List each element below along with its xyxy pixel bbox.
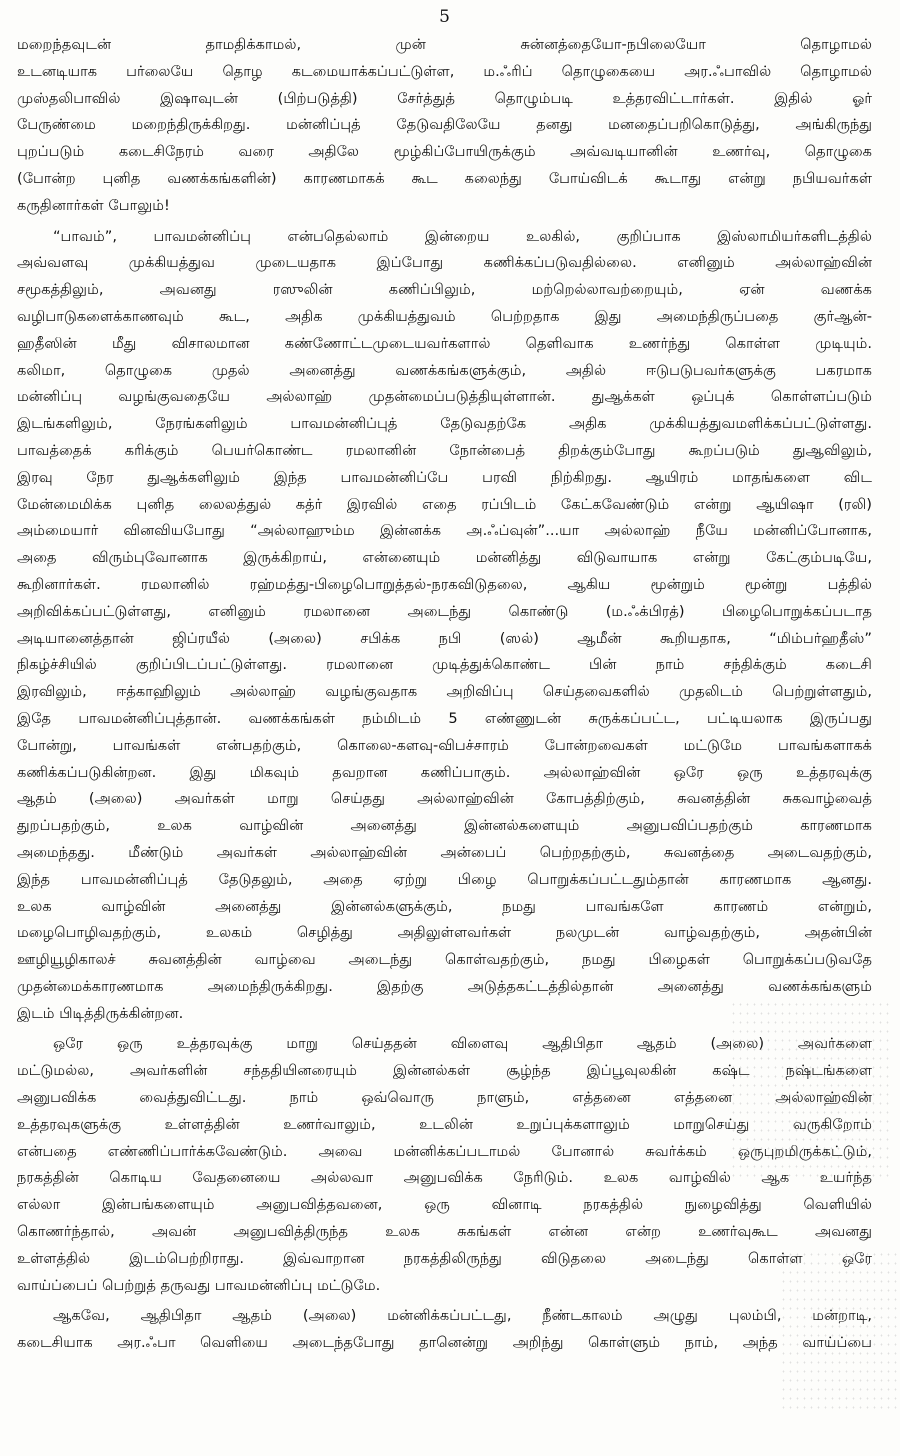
text-line: நிகழ்ச்சியில் குறிப்பிடப்பட்டுள்ளது. ரமலானை முடித்துக்கொண்ட பின் நாம் சந்திக்கும் கடைசி [17, 656, 872, 674]
text-line: கொணர்ந்தால், அவன் அனுபவித்திருந்த உலக சுகங்கள் என்ன என்ற உணர்வுகூட அவனது [17, 1223, 872, 1241]
text-line: பேருண்மை மறைந்திருக்கிறது. மன்னிப்புத் தேடுவதிலேயே தனது மனதைப்பறிகொடுத்து, அங்கிருந்து [17, 116, 872, 134]
paragraph [17, 32, 872, 220]
text-line: அறிவிக்கப்பட்டுள்ளது, எனினும் ரமலானை அடைந்து கொண்டு (ம.ஃக்பிரத்) பிழைபொறுக்கப்படாத [17, 602, 872, 620]
text-line: எல்லா இன்பங்களையும் அனுபவித்தவனை, ஒரு வினாடி நரகத்தில் நுழைவித்து வெளியில் [17, 1196, 872, 1214]
text-line: அனுபவிக்க வைத்துவிட்டது. நாம் ஒவ்வொரு நாளும், எத்தனை எத்தனை அல்லாஹ்வின் [17, 1089, 872, 1107]
text-line: மட்டுமல்ல, அவர்களின் சந்ததியினரையும் இன்னல்கள் சூழ்ந்த இப்பூவுலகின் கஷ்ட நஷ்டங்களை [17, 1062, 872, 1080]
paragraph [17, 1303, 872, 1357]
text-line: ஒரே ஒரு உத்தரவுக்கு மாறு செய்ததன் விளைவு ஆதிபிதா ஆதம் (அலை) அவர்களை [53, 1035, 872, 1053]
text-line: நரகத்தின் கொடிய வேதனையை அல்லவா அனுபவிக்க நேரிடும். உலக வாழ்வில் ஆக உயர்ந்த [17, 1169, 872, 1187]
text-line: போன்று, பாவங்கள் என்பதற்கும், கொலை-களவு-விபச்சாரம் போன்றவைகள் மட்டுமே பாவங்களாகக் [17, 736, 872, 754]
text-line: ஆதம் (அலை) அவர்கள் மாறு செய்தது அல்லாஹ்வின் கோபத்திற்கும், சுவனத்தின் சுகவாழ்வைத் [17, 790, 872, 808]
text-line: இடம் பிடித்திருக்கின்றன. [17, 1004, 184, 1022]
text-line: அமைந்தது. மீண்டும் அவர்கள் அல்லாஹ்வின் அன்பைப் பெற்றதற்கும், சுவனத்தை அடைவதற்கும், [17, 843, 872, 861]
text-line: கலிமா, தொழுகை முதல் அனைத்து வணக்கங்களுக்கும், அதில் ஈடுபடுபவர்களுக்கு பகரமாக [17, 361, 872, 379]
text-line: “பாவம்”, பாவமன்னிப்பு என்பதெல்லாம் இன்றைய உலகில், குறிப்பாக இஸ்லாமியர்களிடத்தில் [53, 227, 872, 245]
text-line: முஸ்தலிபாவில் இஷாவுடன் (பிற்படுத்தி) சேர்த்துத் தொழும்படி உத்தரவிட்டார்கள். இதில் ஓர் [17, 89, 872, 107]
text-line: வழிபாடுகளைக்காணவும் கூட, அதிக முக்கியத்துவம் பெற்றதாக இது அமைந்திருப்பதை குர்ஆன்- [17, 307, 872, 325]
text-line: இதே பாவமன்னிப்புத்தான். வணக்கங்கள் நம்மிடம் 5 எண்ணுடன் சுருக்கப்பட்ட, பட்டியலாக இருப்பது [17, 709, 872, 727]
text-line: மழைபொழிவதற்கும், உலகம் செழித்து அதிலுள்ளவர்கள் நலமுடன் வாழ்வதற்கும், அதன்பின் [17, 924, 872, 942]
text-line: மேன்மைமிக்க புனித லைலத்துல் கத்ர் இரவில் எதை ரப்பிடம் கேட்கவேண்டும் என்று ஆயிஷா (ரலி) [17, 495, 872, 513]
text-line: (போன்ற புனித வணக்கங்களின்) காரணமாகக் கூட கலைந்து போய்விடக் கூடாது என்று நபியவர்கள் [17, 169, 872, 187]
text-line: இந்த பாவமன்னிப்புத் தேடுதலும், அதை ஏற்று பிழை பொறுக்கப்பட்டதும்தான் காரணமாக ஆனது. [17, 870, 872, 888]
text-line: கூறினார்கள். ரமலானில் ரஹ்மத்து-பிழைபொறுத்தல்-நரகவிடுதலை, ஆகிய மூன்றும் மூன்று பத்தில் [17, 575, 872, 593]
text-line: உள்ளத்தில் இடம்பெற்றிராது. இவ்வாறான நரகத்திலிருந்து விடுதலை அடைந்து கொள்ள ஒரே [17, 1249, 872, 1267]
text-line: என்பதை எண்ணிப்பார்க்கவேண்டும். அவை மன்னிக்கப்படாமல் போனால் சுவர்க்கம் ஒருபுறமிருக்கட்டும், [17, 1142, 872, 1160]
paragraph [17, 1031, 872, 1299]
text-line: அவ்வளவு முக்கியத்துவ முடையதாக இப்போது கணிக்கப்படுவதில்லை. எனினும் அல்லாஹ்வின் [17, 254, 872, 272]
text-line: பாவத்தைக் கரிக்கும் பெயர்கொண்ட ரமலானின் நோன்பைத் திறக்கும்போது கூறப்படும் துஆவிலும், [17, 441, 872, 459]
text-line: மன்னிப்பு வழங்குவதையே அல்லாஹ் முதன்மைப்படுத்தியுள்ளான். துஆக்கள் ஒப்புக் கொள்ளப்படும் [17, 388, 872, 406]
text-line: உத்தரவுகளுக்கு உள்ளத்தின் உணர்வாலும், உடலின் உறுப்புக்களாலும் மாறுசெய்து வருகிறோம் [17, 1115, 872, 1133]
text-line: புறப்படும் கடைசிநேரம் வரை அதிலே மூழ்கிப்போயிருக்கும் அவ்வடியானின் உணர்வு, தொழுகை [17, 143, 872, 161]
text-line: கருதினார்கள் போலும்! [17, 196, 170, 214]
text-line: உலக வாழ்வின் அனைத்து இன்னல்களுக்கும், நமது பாவங்களே காரணம் என்றும், [17, 897, 872, 915]
text-line: மறைந்தவுடன் தாமதிக்காமல், முன் சுன்னத்தையோ-நபிலையோ தொழாமல் [17, 36, 872, 53]
text-line: முதன்மைக்காரணமாக அமைந்திருக்கிறது. இதற்கு அடுத்தகட்டத்தில்தான் அனைத்து வணக்கங்களும் [17, 977, 872, 995]
text-line: இடங்களிலும், நேரங்களிலும் பாவமன்னிப்புத் தேடுவதற்கே அதிக முக்கியத்துவமளிக்கப்பட்டுள்ளது. [17, 415, 872, 433]
paragraph [17, 224, 872, 1028]
text-line: அதை விரும்புவோனாக இருக்கிறாய், என்னையும் மன்னித்து விடுவாயாக என்று கேட்கும்படியே, [17, 549, 872, 567]
text-line: கடைசியாக அர.ஃபா வெளியை அடைந்தபோது தானென்று அறிந்து கொள்ளும் நாம், அந்த வாய்ப்பை [17, 1334, 872, 1352]
text-line: கணிக்கப்படுகின்றன. இது மிகவும் தவறான கணிப்பாகும். அல்லாஹ்வின் ஒரே ஒரு உத்தரவுக்கு [17, 763, 872, 781]
text-line: ஹதீஸின் மீது விசாலமான கண்ணோட்டமுடையவர்களால் தெளிவாக உணர்ந்து கொள்ள முடியும். [17, 334, 872, 352]
text-line: ஆகவே, ஆதிபிதா ஆதம் (அலை) மன்னிக்கப்பட்டது, நீண்டகாலம் அழுது புலம்பி, மன்றாடி, [53, 1307, 872, 1325]
text-line: வாய்ப்பைப் பெற்றுத் தருவது பாவமன்னிப்பு மட்டுமே. [17, 1276, 381, 1294]
text-line: சமூகத்திலும், அவனது ரஸுலின் கணிப்பிலும், மற்றெல்லாவற்றையும், ஏன் வணக்க [17, 281, 872, 299]
text-line: அடியானைத்தான் ஜிப்ரயீல் (அலை) சபிக்க நபி (ஸல்) ஆமீன் கூறியதாக, “மிம்பர்ஹதீஸ்” [17, 629, 872, 647]
text-line: ஊழியூழிகாலச் சுவனத்தின் வாழ்வை அடைந்து கொள்வதற்கும், நமது பிழைகள் பொறுக்கப்படுவதே [17, 951, 872, 969]
page-number: 5 [439, 7, 450, 27]
body-text [17, 32, 872, 1357]
text-line: துறப்பதற்கும், உலக வாழ்வின் அனைத்து இன்னல்களையும் அனுபவிப்பதற்கும் காரணமாக [17, 817, 872, 835]
text-line: உடனடியாக பர்லையே தொழ கடமையாக்கப்பட்டுள்ள, ம.ஃரிப் தொழுகையை அர.ஃபாவில் தொழாமல் [17, 62, 872, 80]
text-line: இரவு நேர துஆக்களிலும் இந்த பாவமன்னிப்பே பரவி நிற்கிறது. ஆயிரம் மாதங்களை விட [17, 468, 872, 486]
text-line: இரவிலும், ஈத்காஹிலும் அல்லாஹ் வழங்குவதாக அறிவிப்பு செய்தவைகளில் முதலிடம் பெற்றுள்ளதும், [17, 683, 872, 701]
text-line: அம்மையார் வினவியபோது “அல்லாஹும்ம இன்னக்க அ.ஃப்வுன்”...யா அல்லாஹ் நீயே மன்னிப்போனாக, [17, 522, 872, 540]
